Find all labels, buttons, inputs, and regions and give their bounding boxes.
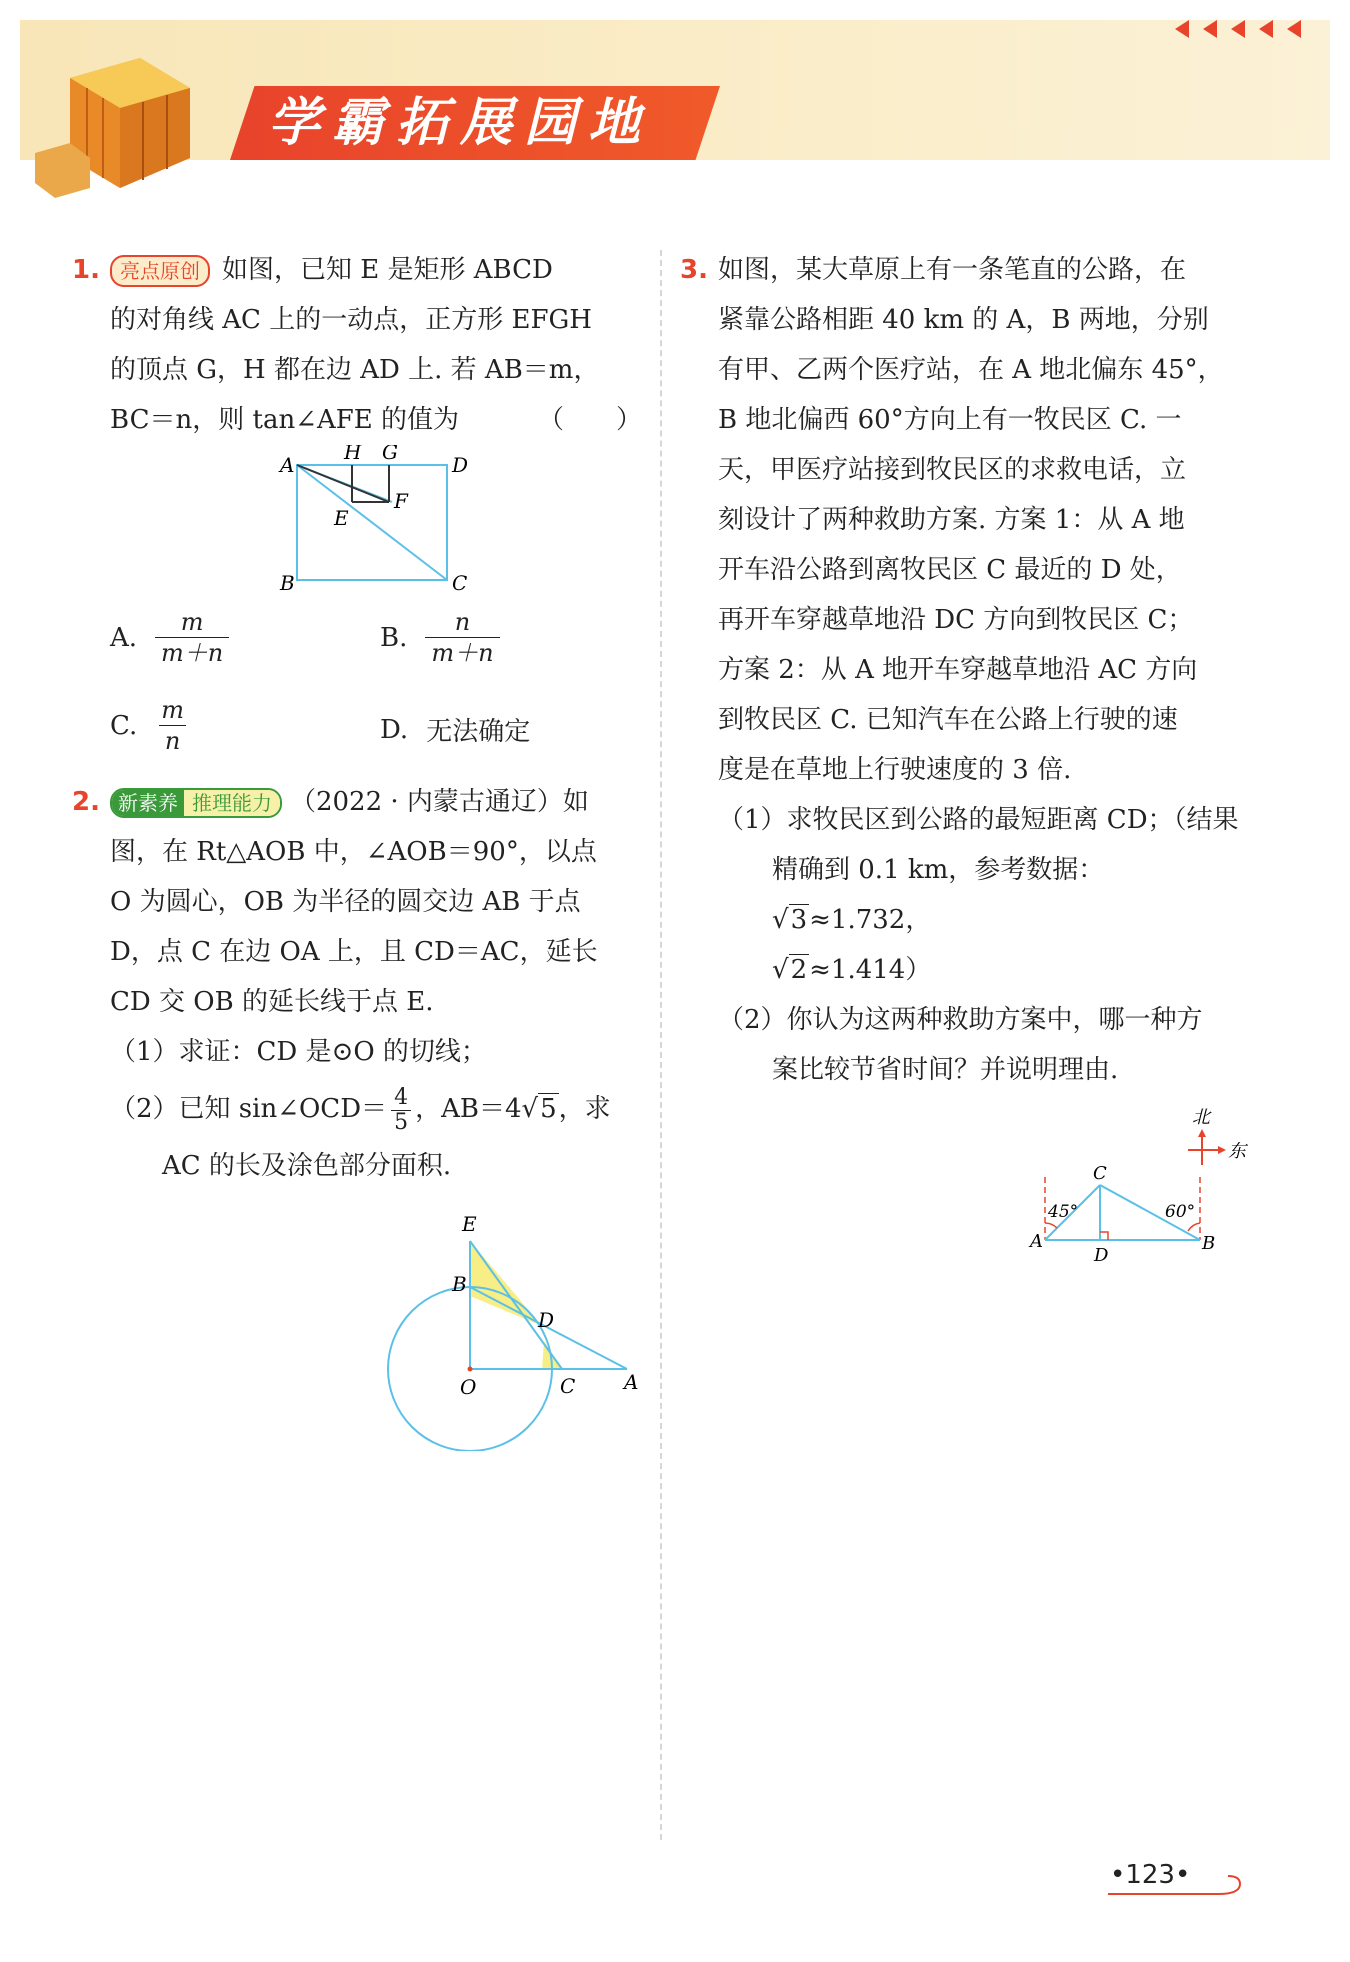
q1-number: 1. [72, 255, 100, 285]
decorative-arrows-icon [1165, 14, 1315, 44]
q1-line1: 1. 亮点原创 如图，已知 E 是矩形 ABCD [72, 255, 553, 285]
q1-line2: 的对角线 AC 上的一动点，正方形 EFGH [110, 305, 592, 335]
q3-triangle-figure [680, 1105, 1258, 1295]
q1-label-a: A [280, 453, 295, 477]
q3-label-d: D [1094, 1245, 1109, 1266]
q1-label-d: D [452, 453, 469, 477]
page-number: •123• [1110, 1860, 1191, 1890]
q2-label-b: B [452, 1272, 467, 1296]
q3-line2: 紧靠公路相距 40 km 的 A，B 两地，分别 [718, 305, 1209, 335]
q2-label-d: D [538, 1308, 555, 1332]
q1-tag: 亮点原创 [110, 255, 210, 287]
right-column [680, 245, 1258, 1299]
q2-line1: 2. 新素养 推理能力 （2022 · 内蒙古通辽）如 [72, 787, 589, 817]
q1-option-c[interactable]: C. $\frac{m}{n}$ [110, 695, 190, 756]
q3-label-c: C [1093, 1163, 1107, 1184]
q2-line2: 图，在 Rt△AOB 中，∠AOB＝90°，以点 [110, 837, 597, 867]
q1-option-b[interactable]: B. $\frac{n}{m+n}$ [380, 607, 500, 668]
q3-angle-45: 45° [1048, 1202, 1079, 1222]
q1-label-b: B [280, 571, 295, 595]
column-divider [660, 250, 662, 1840]
q3-part1-line2: 精确到 0.1 km，参考数据：√3≈1.732， [772, 855, 1105, 935]
q2-tag: 新素养 推理能力 [110, 788, 282, 818]
left-column [72, 245, 642, 1455]
q1-option-d[interactable]: D. 无法确定 [380, 714, 531, 747]
q1-label-c: C [452, 571, 468, 595]
q3-line6: 刻设计了两种救助方案. 方案 1：从 A 地 [718, 505, 1185, 535]
q1-line4: BC＝n，则 tan∠AFE 的值为 （ ） [110, 405, 642, 435]
q2-number: 2. [72, 787, 100, 817]
page-number-underline-icon [1108, 1872, 1248, 1902]
q3-line1: 3. 如图，某大草原上有一条笔直的公路，在 [680, 255, 1186, 285]
q2-label-o: O [460, 1375, 477, 1399]
q1-label-g: G [382, 445, 398, 464]
cube-logo-icon [30, 48, 200, 198]
q3-number: 3. [680, 255, 708, 285]
q1-rectangle-figure [72, 445, 642, 595]
q2-label-a: A [624, 1370, 639, 1394]
q3-label-b: B [1202, 1233, 1216, 1254]
compass-north-label: 北 [1192, 1107, 1210, 1128]
q3-line10: 到牧民区 C. 已知汽车在公路上行驶的速 [718, 705, 1178, 735]
q3-line9: 方案 2：从 A 地开车穿越草地沿 AC 方向 [718, 655, 1198, 685]
q3-line7: 开车沿公路到离牧民区 C 最近的 D 处， [718, 555, 1182, 585]
q2-part1: （1）求证：CD 是⊙O 的切线； [110, 1037, 487, 1067]
compass-east-label: 东 [1228, 1141, 1246, 1162]
q3-line8: 再开车穿越草地沿 DC 方向到牧民区 C； [718, 605, 1194, 635]
q1-line3: 的顶点 G，H 都在边 AD 上. 若 AB＝m， [110, 355, 600, 385]
q1-option-a[interactable]: A. $\frac{m}{m+n}$ [110, 607, 229, 668]
q1-label-f: F [394, 489, 408, 513]
q2-label-c: C [560, 1374, 576, 1398]
q2-label-e: E [462, 1212, 477, 1236]
q3-label-a: A [1030, 1231, 1043, 1252]
q3-part1: （1）求牧民区到公路的最短距离 CD；（结果 [718, 805, 1239, 835]
q1-label-h: H [344, 445, 362, 464]
q1-label-e: E [334, 506, 349, 530]
q2-part2: （2）已知 sin∠OCD＝ $\frac{4}{5}$ ，AB＝4√5，求 [110, 1084, 611, 1135]
q3-part2-line2: 案比较节省时间？并说明理由. [772, 1055, 1119, 1085]
compass-icon [1188, 1129, 1226, 1165]
q3-line11: 度是在草地上行驶速度的 3 倍. [718, 755, 1072, 785]
page-title: 学霸拓展园地 [268, 93, 653, 153]
q2-part2-line2: AC 的长及涂色部分面积. [162, 1151, 452, 1181]
q3-part1-line3: √2≈1.414） [772, 955, 932, 985]
q3-angle-60: 60° [1165, 1202, 1196, 1222]
q3-line5: 天，甲医疗站接到牧民区的求救电话，立 [718, 455, 1187, 485]
q2-circle-figure [72, 1201, 642, 1451]
q1-options [72, 607, 642, 777]
q3-line4: B 地北偏西 60°方向上有一牧民区 C. 一 [718, 405, 1182, 435]
q2-line4: D，点 C 在边 OA 上，且 CD＝AC，延长 [110, 937, 598, 967]
q2-line3: O 为圆心，OB 为半径的圆交边 AB 于点 [110, 887, 581, 917]
q3-line3: 有甲、乙两个医疗站，在 A 地北偏东 45°， [718, 355, 1224, 385]
q2-line5: CD 交 OB 的延长线于点 E. [110, 987, 434, 1017]
q3-part2: （2）你认为这两种救助方案中，哪一种方 [718, 1005, 1203, 1035]
